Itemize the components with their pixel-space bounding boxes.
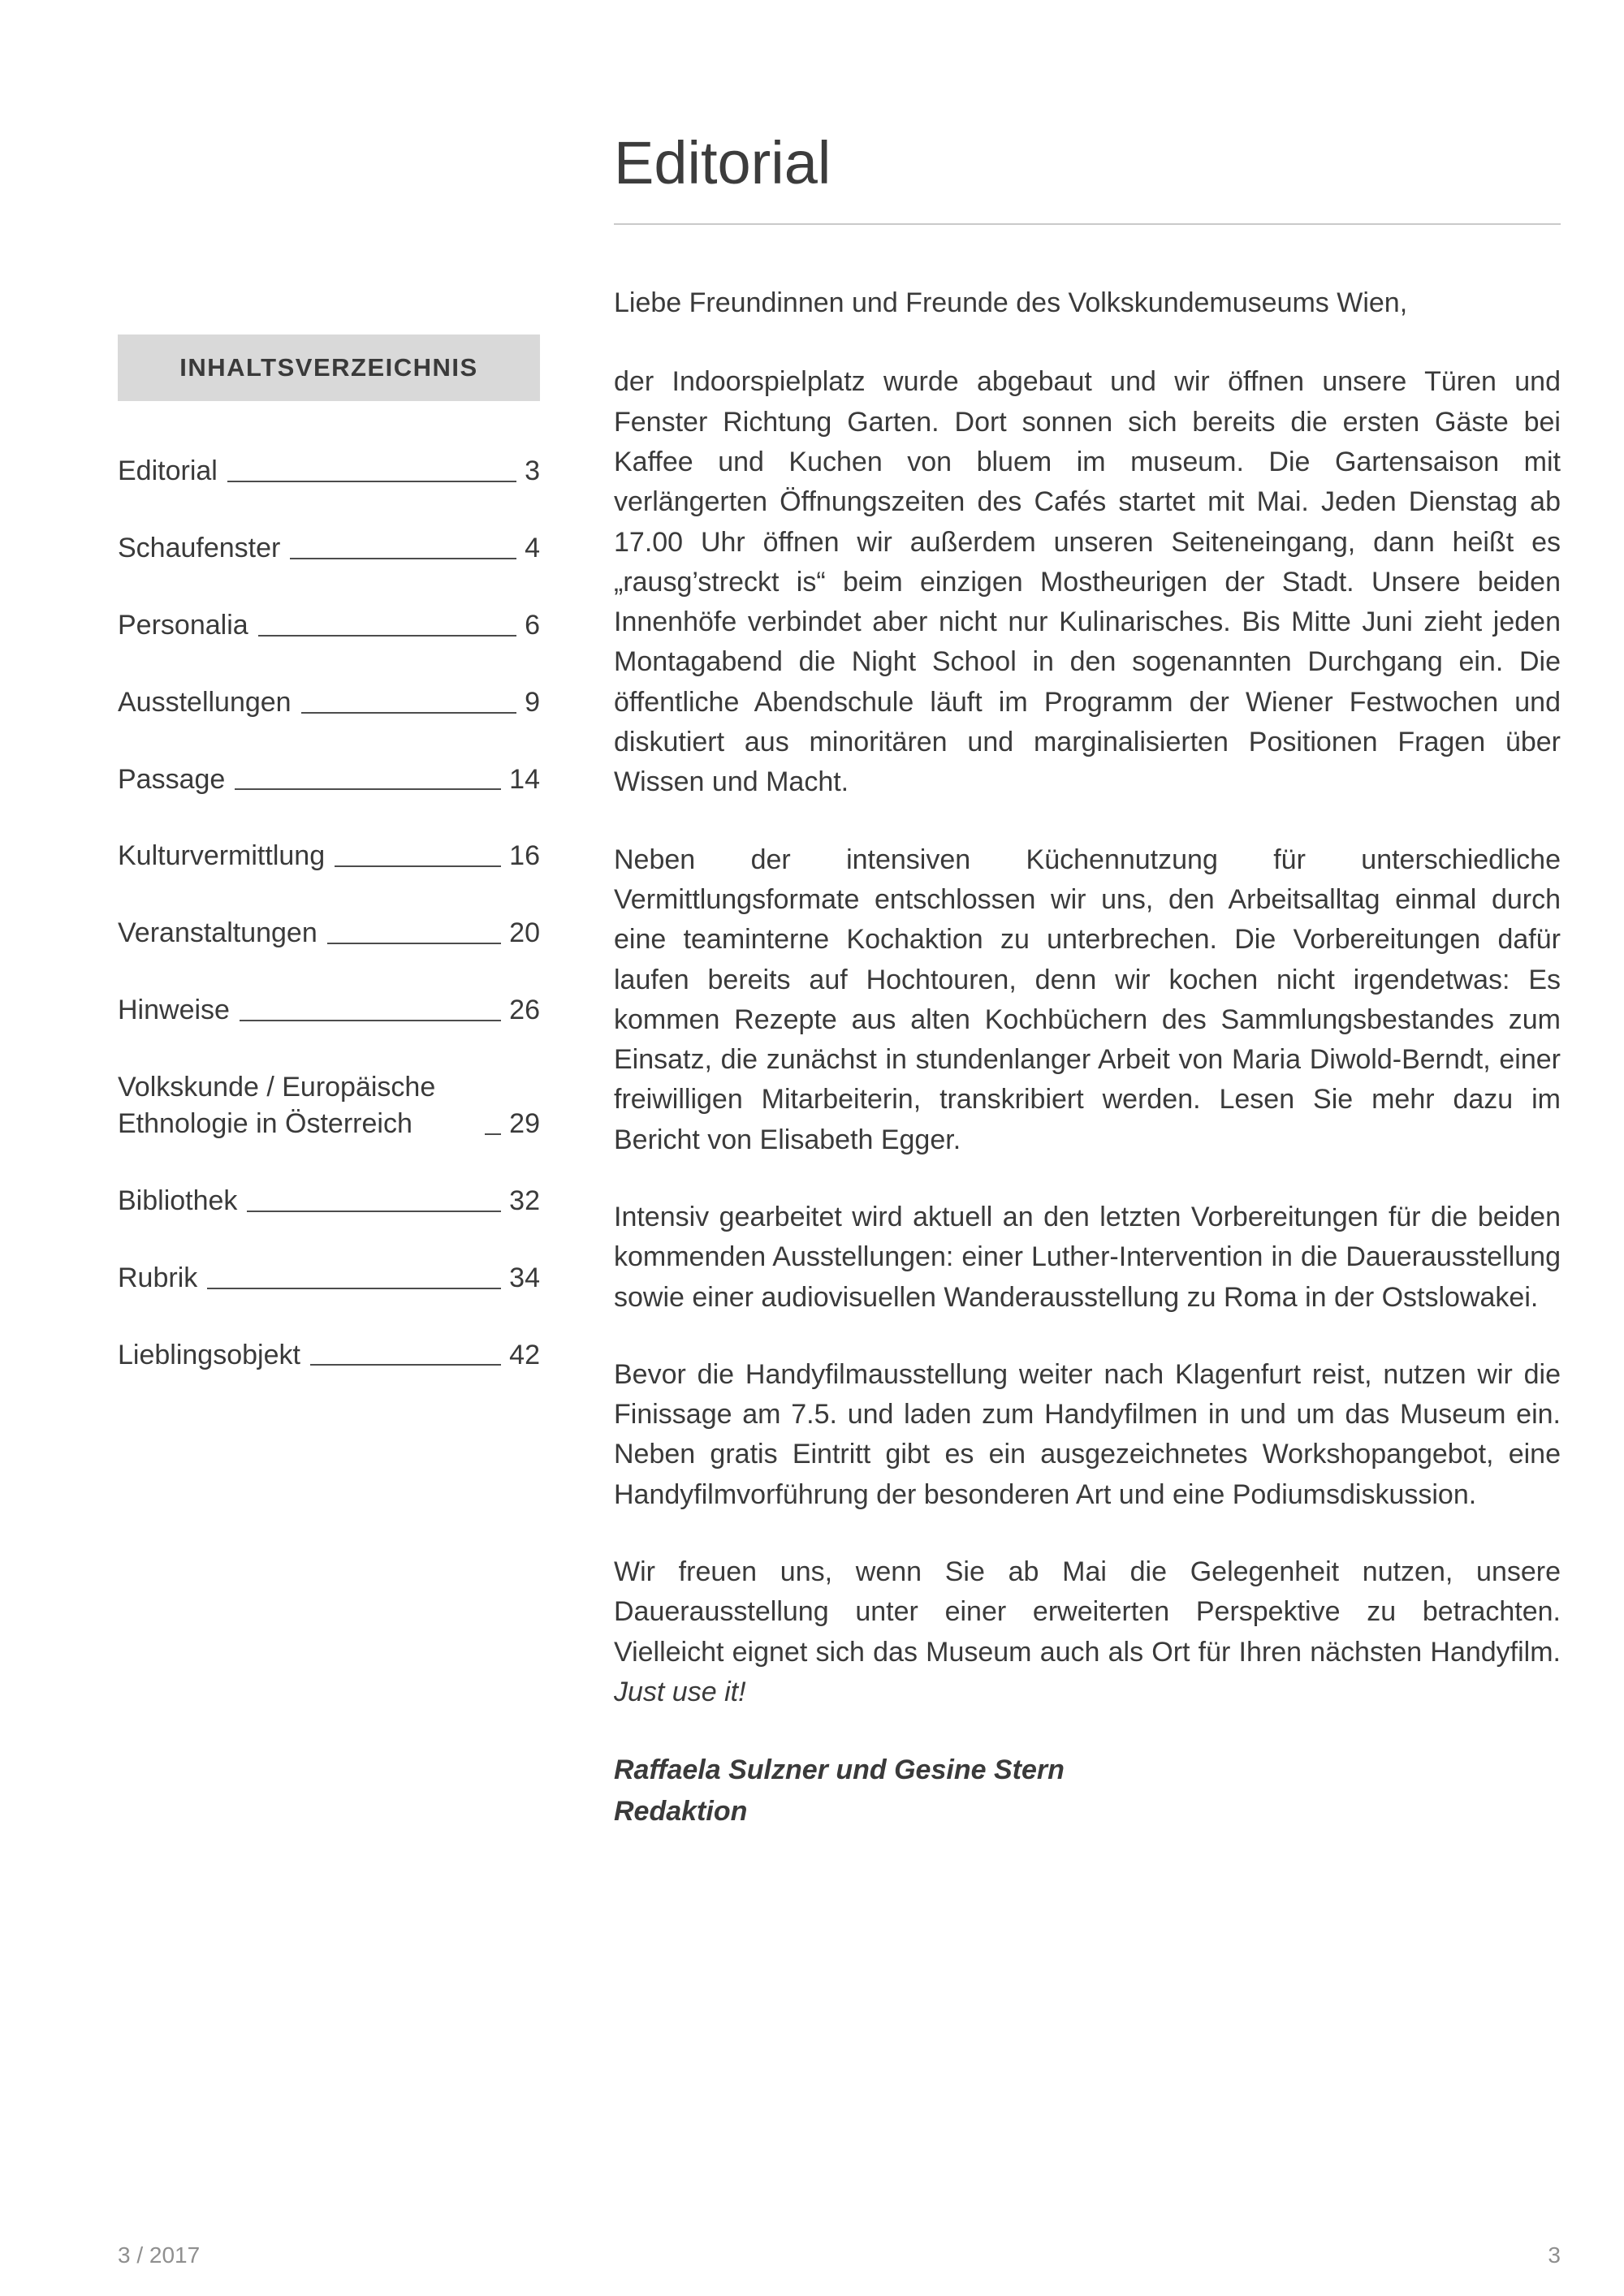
toc-leader-line [258,635,516,637]
toc-item-label: Rubrik [118,1262,198,1293]
signature-role: Redaktion [614,1796,748,1828]
toc-leader-line [227,481,516,482]
page-footer [118,2242,1561,2268]
toc-leader-line [310,1364,501,1366]
toc-item-label: Schaufenster [118,532,281,563]
toc-header: INHALTSVERZEICHNIS [118,334,540,401]
toc-item-label: Kulturvermittlung [118,840,326,872]
toc-item-label: Personalia [118,609,248,641]
toc-item-label: Passage [118,763,226,795]
toc-item-page: 16 [509,840,540,872]
toc-item-lieblingsobjekt [118,1337,540,1374]
editorial-greeting: Liebe Freundinnen und Freunde des Volkskundemuseums Wien, [614,287,1408,319]
toc-item-page: 6 [525,609,540,641]
toc-item-passage [118,762,540,798]
closing-text: Wir freuen uns, wenn Sie ab Mai die Gelegenheit nutzen, unsere Dauerausstellung unter einer erweiterten Perspektive zu betrachten. Vielleicht eignet sich das Museum auch als Ort für Ihren nächsten Handyfilm. [614,1556,1561,1668]
signature-block [614,1750,1561,1832]
toc-item-page: 14 [509,763,540,795]
toc-item-page: 3 [525,455,540,486]
toc-item-label: Bibliothek [118,1185,238,1216]
toc-leader-line [327,943,501,944]
closing-emphasis: Just use it! [614,1676,746,1707]
signature-names: Raffaela Sulzner und Gesine Stern [614,1754,1065,1786]
toc-item-bibliothek [118,1183,540,1219]
toc-item-page: 29 [509,1107,540,1139]
toc-item-hinweise [118,992,540,1029]
toc-item-page: 9 [525,686,540,718]
title-rule [614,223,1561,225]
toc-item-label: Ausstellungen [118,686,292,718]
toc-item-label: Veranstaltungen [118,917,317,949]
toc-item-page: 32 [509,1185,540,1216]
editorial-closing-paragraph [614,1552,1561,1712]
toc-leader-line [485,1133,501,1135]
editorial-paragraph: der Indoorspielplatz wurde abgebaut und wir öffnen unsere Türen und Fenster Richtung Garten. Dort sonnen sich bereits die ersten Gäste bei Kaffee und Kuchen von bluem im museum. Die Gartensaison mit verlängerten Öffnungszeiten des Cafés startet mit Mai. Jeden Dienstag ab 17.00 Uhr öffnen wir außerdem unseren Seiteneingang, dann heißt es „rausg’streckt is“ beim einzigen Mostheurigen der Stadt. Unsere beiden Innenhöfe verbindet aber nicht nur Kulinarisches. Bis Mitte Juni zieht jeden Montagabend die Night School in den sogenannten Durchgang ein. Die öffentliche Abendschule läuft im Programm der Wiener Festwochen und diskutiert aus minoritären und marginalisierten Positionen Fragen über Wissen und Macht. [614,366,1561,798]
editorial-paragraph: Intensiv gearbeitet wird aktuell an den letzten Vorbereitungen für die beiden kommenden Ausstellungen: einer Luther-Intervention in die Dauerausstellung sowie einer audiovisuellen Wanderausstellung zu Roma in der Ostslowakei. [614,1201,1561,1313]
page-columns [118,130,1561,1832]
toc-item-ausstellungen [118,684,540,721]
toc-leader-line [207,1288,501,1289]
toc-item-page: 42 [509,1339,540,1370]
toc-item-label: Hinweise [118,995,230,1026]
toc-item-label: Volkskunde / Europäische Ethnologie in Österreich [118,1072,436,1139]
toc-item-schaufenster [118,530,540,567]
toc-leader-line [240,1020,501,1021]
toc-item-page: 34 [509,1262,540,1293]
editorial-body [614,362,1561,1712]
toc-leader-line [235,788,501,790]
toc-item-rubrik [118,1260,540,1297]
toc-leader-line [335,865,501,867]
toc-item-kulturvermittlung [118,838,540,874]
toc-item-volkskunde [118,1069,540,1142]
toc-item-page: 4 [525,532,540,563]
page-number: 3 [1548,2242,1561,2268]
issue-label: 3 / 2017 [118,2242,201,2268]
toc-sidebar [118,130,540,1413]
toc-item-label: Editorial [118,455,218,486]
editorial-paragraph: Bevor die Handyfilmausstellung weiter nach Klagenfurt reist, nutzen wir die Finissage am 7.5. und laden zum Handyfilmen in und um das Museum ein. Neben gratis Eintritt gibt es ein ausgezeichnetes Workshopangebot, eine Handyfilmvorführung der besonderen Art und eine Podiumsdiskussion. [614,1358,1561,1510]
toc-leader-line [301,712,516,714]
toc-item-label: Lieblingsobjekt [118,1339,300,1370]
editorial-paragraph: Neben der intensiven Küchennutzung für unterschiedliche Vermittlungsformate entschlossen wir uns, den Arbeitsalltag einmal durch eine teaminterne Kochaktion zu unterbrechen. Die Vorbereitungen dafür laufen bereits auf Hochtouren, denn wir kochen nicht irgendetwas: Es kommen Rezepte aus alten Kochbüchern des Sammlungsbestandes zum Einsatz, die zunächst in stundenlanger Arbeit von Maria Diwold-Berndt, einer freiwilligen Mitarbeiterin, transkribiert werden. Lesen Sie mehr dazu im Bericht von Elisabeth Egger. [614,844,1561,1155]
toc-item-veranstaltungen [118,915,540,952]
editorial-column [614,130,1561,1832]
page-title: Editorial [614,129,831,196]
toc-item-personalia [118,607,540,644]
toc-leader-line [290,558,516,559]
toc-item-page: 26 [509,995,540,1026]
toc-item-page: 20 [509,917,540,949]
toc-leader-line [247,1211,501,1212]
toc-item-editorial [118,453,540,490]
